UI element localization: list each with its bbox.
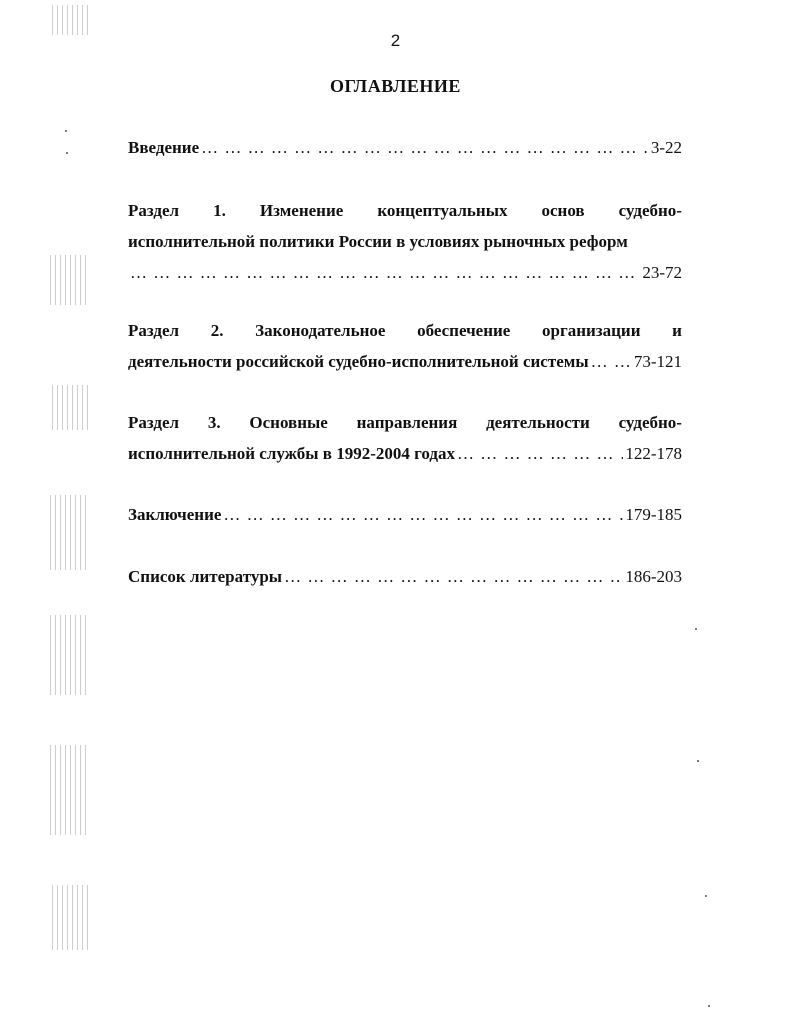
toc-word: судебно- bbox=[618, 201, 682, 220]
toc-word: Раздел bbox=[128, 321, 180, 340]
toc-label: Заключение bbox=[128, 505, 222, 524]
leader-dots bbox=[130, 257, 640, 288]
toc-heading-line bbox=[128, 315, 682, 346]
toc-label: исполнительной службы в 1992-2004 годах bbox=[128, 444, 456, 463]
toc-word: деятельности bbox=[486, 413, 590, 432]
page-title: ОГЛАВЛЕНИЕ bbox=[330, 76, 461, 96]
toc-pages: 23-72 bbox=[642, 263, 682, 282]
page-number: 2 bbox=[390, 31, 401, 50]
leader-dots bbox=[457, 438, 623, 469]
toc-entry-references[interactable] bbox=[128, 561, 682, 592]
leader-dots bbox=[223, 499, 623, 530]
toc-entry-section-3[interactable] bbox=[128, 407, 682, 469]
toc-word: и bbox=[672, 321, 682, 340]
toc-word: концептуальных bbox=[377, 201, 508, 220]
toc-word: Изменение bbox=[259, 201, 344, 220]
toc-word: 1. bbox=[213, 201, 226, 220]
toc-word: основ bbox=[541, 201, 585, 220]
toc-label: Список литературы bbox=[128, 567, 283, 586]
toc-entry-conclusion[interactable] bbox=[128, 499, 682, 530]
toc-heading-line bbox=[128, 195, 682, 226]
leader-dots bbox=[284, 561, 623, 592]
toc-word: Основные bbox=[249, 413, 328, 432]
toc-word: организации bbox=[542, 321, 641, 340]
toc-pages: 179-185 bbox=[625, 505, 682, 524]
toc-pages: 186-203 bbox=[625, 567, 682, 586]
toc-word: Раздел bbox=[128, 413, 180, 432]
toc-entry-section-1[interactable] bbox=[128, 195, 682, 288]
toc-heading-line bbox=[128, 407, 682, 438]
toc-entry-intro[interactable] bbox=[128, 132, 682, 163]
toc-line-2 bbox=[128, 226, 682, 257]
leader-dots bbox=[201, 132, 649, 163]
leader-dots bbox=[591, 346, 632, 377]
toc-pages: 73-121 bbox=[633, 352, 682, 371]
toc-word: Законодательное bbox=[255, 321, 386, 340]
toc-word: 2. bbox=[210, 321, 224, 340]
toc-word: 3. bbox=[207, 413, 221, 432]
toc-word: судебно- bbox=[618, 413, 682, 432]
toc-pages: 122-178 bbox=[625, 444, 682, 463]
toc-label: деятельности российской судебно-исполнительной системы bbox=[128, 352, 589, 371]
toc-label: исполнительной политики России в условиях рыночных реформ bbox=[128, 232, 628, 251]
toc-label: Введение bbox=[128, 138, 200, 157]
toc-word: направления bbox=[356, 413, 458, 432]
toc-word: обеспечение bbox=[417, 321, 511, 340]
toc-word: Раздел bbox=[128, 201, 180, 220]
toc-pages: 3-22 bbox=[650, 138, 682, 157]
toc-entry-section-2[interactable] bbox=[128, 315, 682, 377]
